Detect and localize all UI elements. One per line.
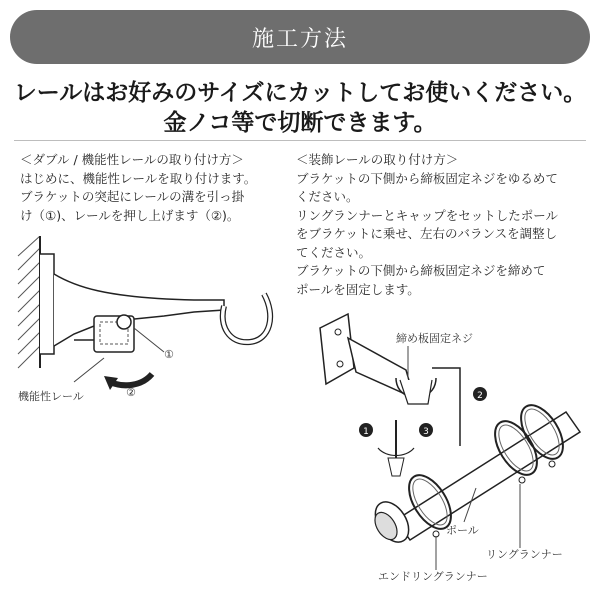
left-bracket-diagram [14, 236, 290, 426]
label-clamp-screw: 締め板固定ネジ [396, 332, 473, 345]
section-divider [14, 140, 586, 141]
right-text-line: ポールを固定します。 [296, 281, 420, 297]
label-pole: ポール [446, 524, 479, 537]
headline-line-1: レールはお好みのサイズにカットしてお使いください。 [13, 80, 587, 106]
label-functional-rail: 機能性レール [18, 390, 84, 403]
headline-line-2: 金ノコ等で切断できます。 [163, 110, 437, 136]
left-instructions [20, 151, 285, 225]
step-3-marker: 3 [423, 427, 429, 437]
right-text-line: てください。 [296, 244, 372, 260]
banner-title: 施工方法 [251, 26, 348, 52]
step-1-marker: 1 [363, 427, 369, 437]
left-text-line: はじめに、機能性レールを取り付けます。 [20, 170, 257, 186]
step-2-marker: 2 [477, 391, 483, 401]
wall-hatch [18, 236, 40, 368]
right-text-line: ください。 [296, 189, 359, 204]
left-text-line: け（①)、レールを押し上げます（②)。 [20, 207, 240, 223]
right-text-line: ブラケットの下側から締板固定ネジを締めて [296, 263, 546, 278]
right-pole-diagram [296, 308, 588, 598]
label-ring-runner: リングランナー [486, 548, 563, 561]
title-banner [10, 10, 590, 64]
left-heading: ＜ダブル / 機能性レールの取り付け方＞ [20, 152, 244, 167]
right-text-line: ブラケットの下側から締板固定ネジをゆるめて [296, 170, 558, 186]
right-text-line: をブラケットに乗せ、左右のバランスを調整し [296, 226, 558, 241]
marker-2: ② [126, 386, 136, 399]
right-heading: ＜装飾レールの取り付け方＞ [296, 152, 459, 167]
right-text-line: リングランナーとキャップをセットしたポール [296, 207, 559, 223]
left-text-line: ブラケットの突起にレールの溝を引っ掛 [20, 189, 245, 204]
right-instructions [296, 151, 586, 299]
label-end-ring-runner: エンドリングランナー [378, 570, 488, 583]
marker-1: ① [164, 348, 174, 361]
